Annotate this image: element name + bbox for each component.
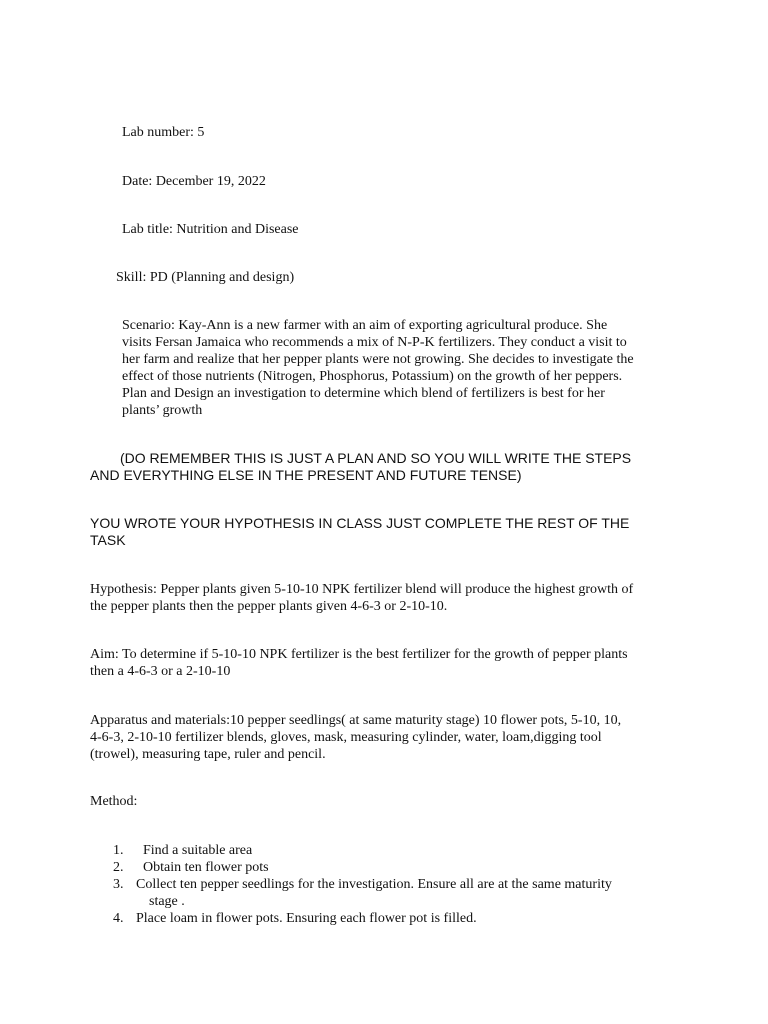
hypothesis-line: the pepper plants then the pepper plants given 4-6-3 or 2-10-10. [90, 599, 448, 614]
hypothesis-line: Hypothesis: Pepper plants given 5-10-10 NPK fertilizer blend will produce the highest growth of [90, 582, 634, 597]
scenario-paragraph [122, 317, 682, 419]
task-line: YOU WROTE YOUR HYPOTHESIS IN CLASS JUST COMPLETE THE REST OF THE [90, 515, 630, 531]
hypothesis-paragraph [90, 581, 710, 615]
apparatus-line: (trowel), measuring tape, ruler and pencil. [90, 747, 326, 762]
apparatus-line: 4-6-3, 2-10-10 fertilizer blends, gloves, mask, measuring cylinder, water, loam,digging tool [90, 730, 602, 745]
step-text: Find a suitable area [136, 843, 253, 858]
step-text: Collect ten pepper seedlings for the investigation. Ensure all are at the same maturity [136, 877, 612, 892]
aim-line: Aim: To determine if 5-10-10 NPK fertilizer is the best fertilizer for the growth of pepper plants [90, 647, 628, 662]
step-text: Place loam in flower pots. Ensuring each flower pot is filled. [136, 911, 477, 926]
scenario-line: Plan and Design an investigation to determine which blend of fertilizers is best for her [122, 386, 605, 401]
apparatus-line: Apparatus and materials:10 pepper seedlings( at same maturity stage) 10 flower pots, 5-10, 10, [90, 713, 622, 728]
step-number: 1. [113, 843, 124, 858]
method-step [90, 876, 690, 910]
lab-date: Date: December 19, 2022 [122, 174, 266, 189]
tense-reminder-note [90, 450, 631, 484]
scenario-line: plants’ growth [122, 403, 203, 418]
scenario-line: her farm and realize that her pepper plants were not growing. She decides to investigate the [122, 352, 634, 367]
method-steps-list [90, 842, 690, 927]
lab-skill: Skill: PD (Planning and design) [116, 270, 295, 285]
lab-title: Lab title: Nutrition and Disease [122, 222, 299, 237]
task-line: TASK [90, 532, 126, 548]
method-step [90, 859, 690, 876]
aim-line: then a 4-6-3 or a 2-10-10 [90, 664, 231, 679]
scenario-line: Scenario: Kay-Ann is a new farmer with an aim of exporting agricultural produce. She [122, 318, 608, 333]
note-line: AND EVERYTHING ELSE IN THE PRESENT AND FUTURE TENSE) [90, 467, 522, 483]
step-number: 2. [113, 860, 124, 875]
method-heading: Method: [90, 794, 138, 809]
step-number: 3. [113, 877, 124, 892]
scenario-line: visits Fersan Jamaica who recommends a mix of N-P-K fertilizers. They conduct a visit to [122, 335, 627, 350]
step-text: stage . [149, 894, 185, 909]
apparatus-paragraph [90, 712, 710, 763]
task-instruction [90, 515, 629, 549]
scenario-line: effect of those nutrients (Nitrogen, Phosphorus, Potassium) on the growth of her peppers. [122, 369, 623, 384]
method-step [90, 842, 690, 859]
method-step [90, 910, 690, 927]
lab-number: Lab number: 5 [122, 125, 205, 140]
step-number: 4. [113, 911, 124, 926]
aim-paragraph [90, 646, 710, 680]
step-text: Obtain ten flower pots [136, 860, 269, 875]
note-line: (DO REMEMBER THIS IS JUST A PLAN AND SO YOU WILL WRITE THE STEPS [120, 450, 632, 466]
